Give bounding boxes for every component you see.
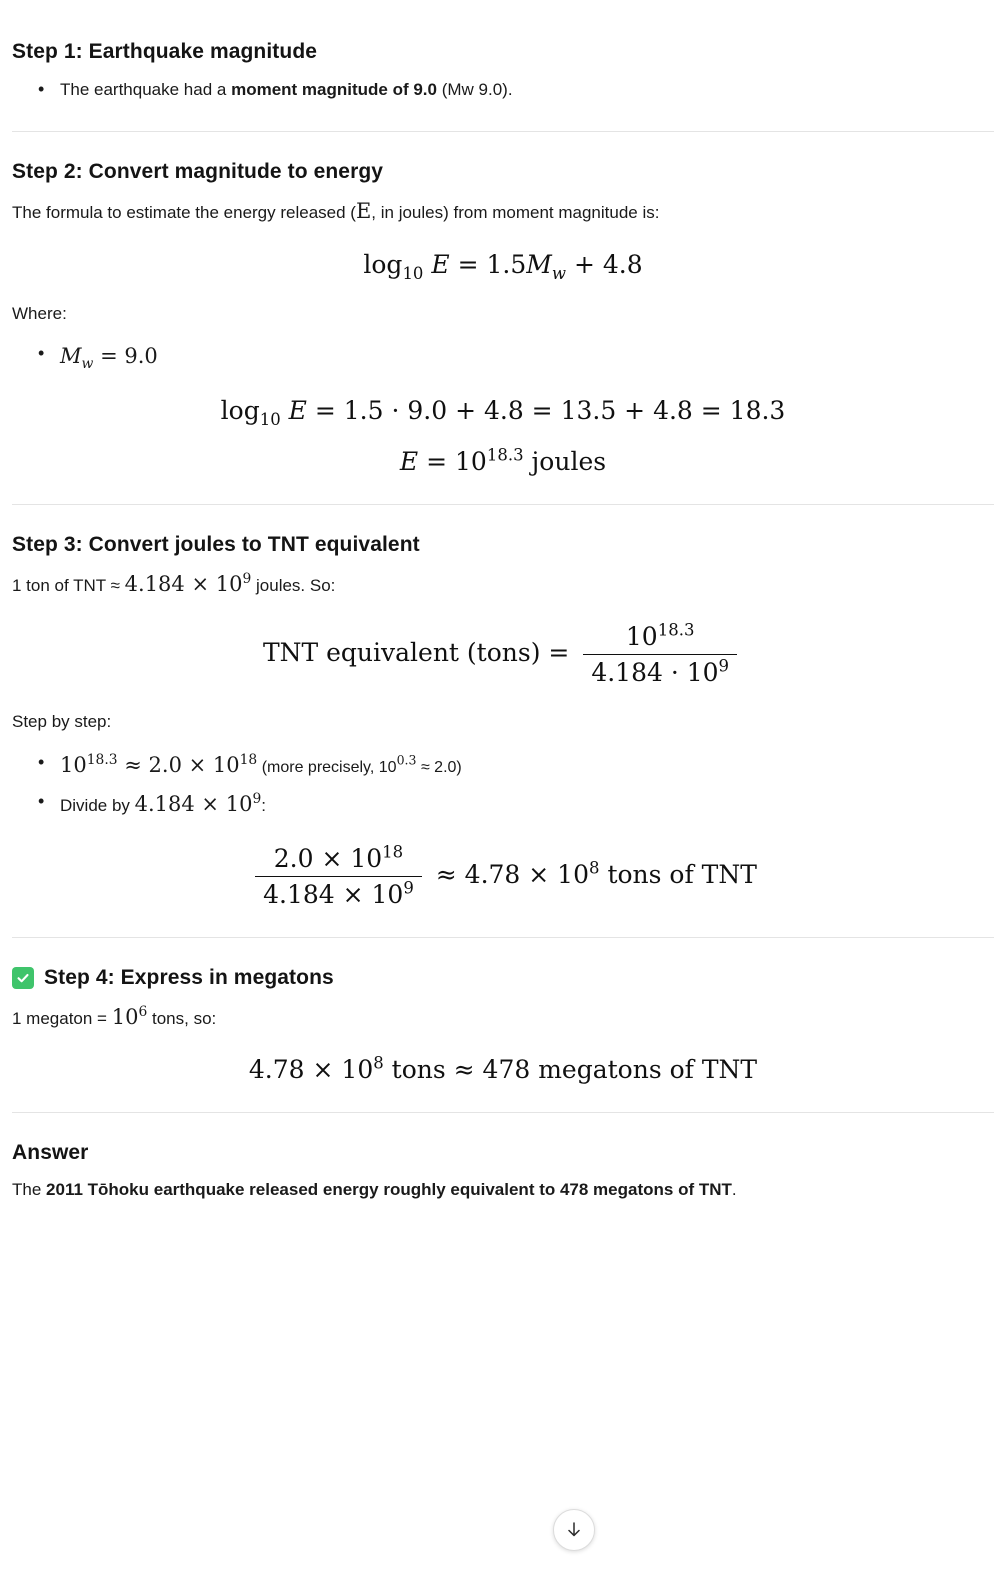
- section-step-2: [12, 160, 994, 476]
- step-2-energy-formula: [12, 249, 994, 283]
- list-item: [46, 749, 994, 783]
- mw-subscript: w: [81, 356, 94, 373]
- divisor-base: 4.184 × 10: [134, 792, 253, 817]
- result-value: ≈ 4.78 × 10: [435, 859, 589, 889]
- megaton-label-pre: 1 megaton =: [12, 1008, 112, 1028]
- step-4-heading: Step 4: Express in megatons: [44, 965, 334, 989]
- divide-colon: :: [261, 796, 266, 816]
- division-fraction: [255, 844, 422, 909]
- step-4-intro: [12, 1002, 994, 1034]
- step-2-where-list: [12, 340, 994, 374]
- fraction-numerator: [255, 844, 422, 877]
- fraction-denominator: [583, 655, 737, 687]
- step-1-bullet-post: (Mw 9.0).: [437, 80, 513, 99]
- megaton-exponent: 6: [138, 1003, 148, 1020]
- fraction-numerator: [583, 622, 737, 655]
- scroll-down-button[interactable]: [553, 1509, 595, 1551]
- tnt-joule-exponent: 9: [242, 570, 252, 587]
- result-base: 10: [455, 446, 487, 476]
- calc-steps: = 1.5 · 9.0 + 4.8 = 13.5 + 4.8 = 18.3: [314, 395, 786, 425]
- step-1-bullet-bold: moment magnitude of 9.0: [231, 80, 437, 99]
- where-label: Where:: [12, 303, 67, 323]
- precision-note-post: ≈ 2.0): [416, 758, 462, 776]
- list-item: [46, 788, 994, 822]
- step-2-intro-pre: The formula to estimate the energy released (: [12, 203, 356, 223]
- divide-label: Divide by: [60, 796, 135, 816]
- coefficient: 1.5: [486, 249, 527, 279]
- numerator-exponent: 18.3: [657, 620, 695, 640]
- step-2-heading: Step 2: Convert magnitude to energy: [12, 160, 384, 184]
- step-4-heading-row: [12, 966, 994, 990]
- energy-symbol: E: [431, 249, 450, 279]
- power-base: 10: [60, 752, 87, 777]
- section-step-3: [12, 533, 994, 909]
- step-3-intro: [12, 569, 994, 601]
- result-unit: tons of TNT: [599, 859, 757, 889]
- step-3-final-calculation: [12, 844, 994, 909]
- step-2-intro-mid: , in joules) from moment magnitude is:: [371, 203, 660, 223]
- answer-heading: Answer: [12, 1141, 89, 1165]
- list-item: [46, 76, 994, 103]
- divider: [12, 504, 994, 505]
- result-exponent: 18.3: [486, 445, 524, 465]
- step-2-result: [12, 447, 994, 476]
- tnt-fraction: [583, 622, 737, 687]
- section-answer: [12, 1141, 994, 1203]
- approximation: ≈ 2.0 × 10: [117, 752, 240, 777]
- step-by-step-label: Step by step:: [12, 712, 112, 732]
- section-step-1: [12, 40, 994, 103]
- step-2-calculation: [12, 395, 994, 429]
- check-icon: [12, 967, 34, 989]
- section-step-4: [12, 966, 994, 1085]
- numerator-base: 10: [625, 622, 658, 652]
- constant-term: + 4.8: [573, 249, 643, 279]
- step-3-intro-pre: 1 ton of TNT ≈: [12, 575, 125, 595]
- equals-sign: =: [457, 249, 479, 279]
- mw-symbol: M: [60, 344, 82, 369]
- megaton-base: 10: [111, 1004, 139, 1029]
- step-3-heading: Step 3: Convert joules to TNT equivalent: [12, 532, 420, 556]
- numerator-exponent: 18: [382, 842, 404, 862]
- log-label: log: [220, 395, 260, 425]
- step-1-heading: Step 1: Earthquake magnitude: [12, 40, 318, 63]
- precision-exponent: 0.3: [396, 752, 417, 768]
- tons-exponent: 8: [373, 1054, 384, 1074]
- answer-text-post: .: [731, 1180, 737, 1200]
- log-label: log: [363, 249, 403, 279]
- step-1-bullet-list: [12, 76, 994, 103]
- step-3-bullet-list: [12, 749, 994, 822]
- power-exponent: 18.3: [86, 751, 118, 768]
- step-3-tnt-formula: [12, 622, 994, 687]
- numerator-base: 2.0 × 10: [273, 843, 383, 873]
- tnt-equivalent-label: TNT equivalent (tons) =: [262, 638, 570, 668]
- denominator-base: 4.184 · 10: [591, 658, 719, 688]
- tons-value: 4.78 × 10: [248, 1055, 374, 1085]
- step-3-intro-post: joules. So:: [251, 575, 336, 595]
- denominator-base: 4.184 × 10: [263, 879, 404, 909]
- energy-symbol: E: [399, 446, 419, 476]
- step-1-bullet-pre: The earthquake had a: [60, 80, 232, 99]
- megatons-result: tons ≈ 478 megatons of TNT: [383, 1055, 758, 1085]
- step-2-intro: [12, 196, 994, 228]
- magnitude-symbol: M: [526, 249, 552, 279]
- step-2-intro-var: E: [355, 199, 372, 224]
- result-exponent: 8: [589, 858, 600, 878]
- divider: [12, 937, 994, 938]
- denominator-exponent: 9: [718, 656, 730, 676]
- answer-text-bold: 2011 Tōhoku earthquake released energy roughly equivalent to 478 megatons of TNT: [46, 1180, 732, 1200]
- fraction-denominator: [255, 877, 422, 909]
- log-base: 10: [402, 263, 424, 283]
- answer-text: [12, 1177, 994, 1203]
- log-base: 10: [259, 409, 281, 429]
- denominator-exponent: 9: [403, 878, 414, 898]
- mw-value: = 9.0: [100, 344, 158, 369]
- approximation-exponent: 18: [239, 751, 258, 768]
- energy-symbol: E: [288, 395, 307, 425]
- magnitude-subscript: w: [551, 263, 566, 283]
- list-item: [46, 340, 994, 374]
- divider: [12, 131, 994, 132]
- divisor-exponent: 9: [252, 791, 262, 808]
- divider: [12, 1112, 994, 1113]
- tnt-joule-base: 4.184 × 10: [124, 571, 243, 596]
- equals-sign: =: [426, 446, 448, 476]
- result-unit: joules: [531, 446, 607, 476]
- precision-note-pre: (more precisely, 10: [257, 758, 397, 776]
- megaton-label-post: tons, so:: [147, 1008, 217, 1028]
- step-4-formula: [12, 1055, 994, 1084]
- answer-text-pre: The: [12, 1180, 47, 1200]
